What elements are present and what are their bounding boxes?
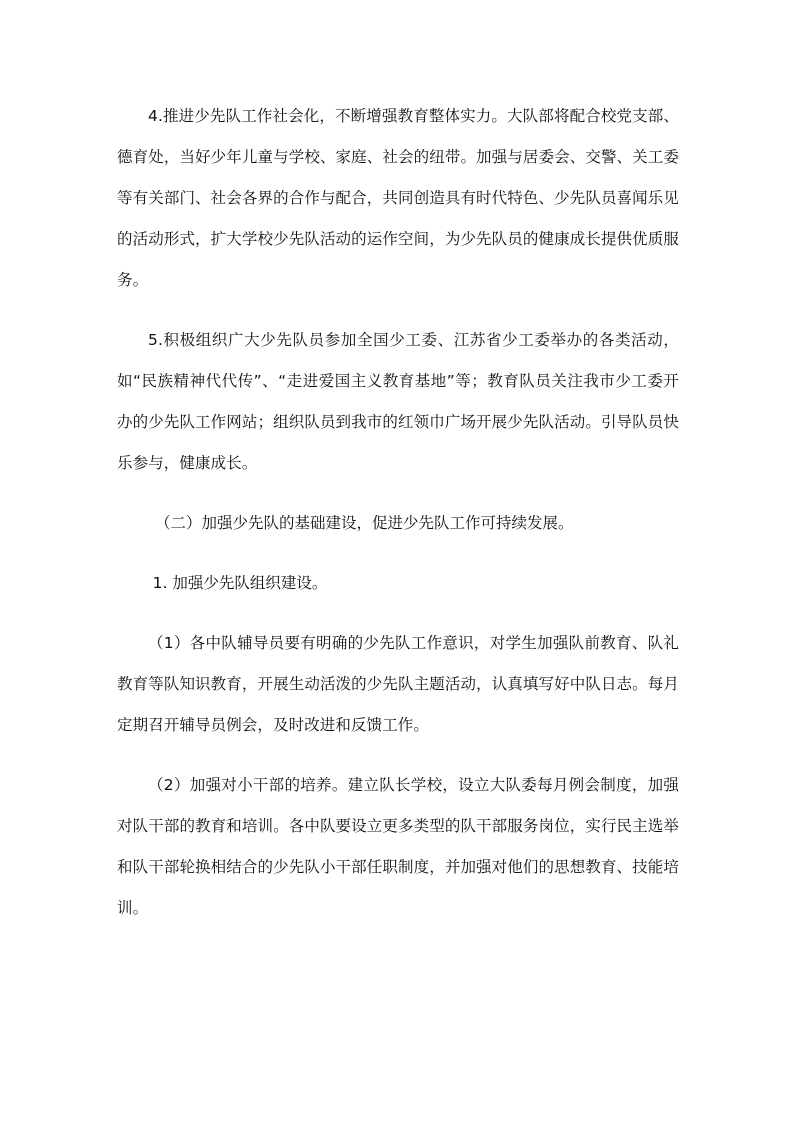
subsection-heading: 1. 加强少先队组织建设。 (152, 574, 328, 592)
paragraph-4: 4.推进少先队工作社会化，不断增强教育整体实力。大队部将配合校党支部、德育处，当好少年儿童与学校、家庭、社会的纽带。加强与居委会、交警、关工委等有关部门、社会各界的合作与配合，共同创造具有时代特色、少先队员喜闻乐见的活动形式，扩大学校少先队活动的运作空间，为少先队员的健康成长提供优质服务。 (117, 107, 679, 289)
list-item-1: （1）各中队辅导员要有明确的少先队工作意识，对学生加强队前教育、队礼教育等队知识教育，开展生动活泼的少先队主题活动，认真填写好中队日志。每月定期召开辅导员例会，及时改进和反馈工作。 (117, 634, 679, 734)
document-content (117, 96, 679, 948)
list-item-2: （2）加强对小干部的培养。建立队长学校，设立大队委每月例会制度，加强对队干部的教育和培训。各中队要设立更多类型的队干部服务岗位，实行民主选举和队干部轮换相结合的少先队小干部任职制度，并加强对他们的思想教育、技能培训。 (117, 776, 679, 917)
section-heading: （二）加强少先队的基础建设，促进少先队工作可持续发展。 (154, 514, 574, 532)
paragraph-5: 5.积极组织广大少先队员参加全国少工委、江苏省少工委举办的各类活动，如“民族精神代代传”、“走进爱国主义教育基地”等；教育队员关注我市少工委开办的少先队工作网站；组织队员到我市的红领巾广场开展少先队活动。引导队员快乐参与，健康成长。 (117, 331, 679, 472)
